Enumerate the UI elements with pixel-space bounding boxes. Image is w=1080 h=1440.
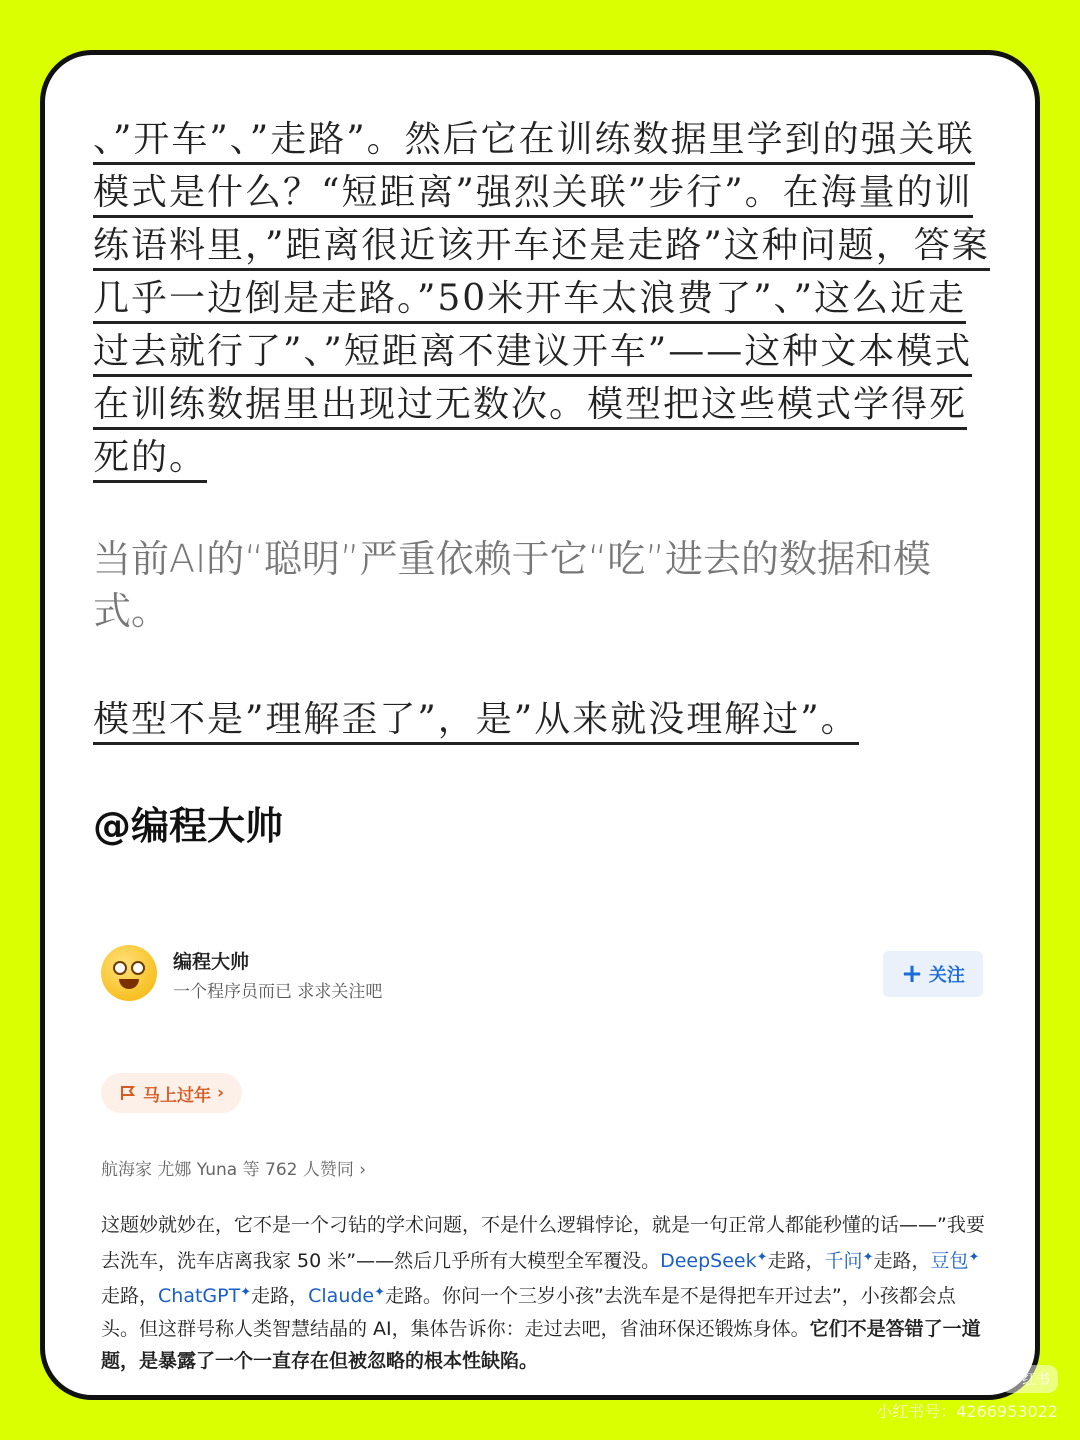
chevron-right-icon: › <box>217 1083 225 1103</box>
watermark-logo: 小红书 <box>1000 1365 1058 1393</box>
answer-text: 这题妙就妙在，它不是一个刁钻的学术问题，不是什么逻辑悖论，就是一句正常人都能秒懂的话——”我要去洗车，洗车店离我家 50 米”——然后几乎所有大模型全军覆没。 <box>101 1214 985 1272</box>
answer-text: 走路， <box>873 1249 931 1272</box>
sparkle-icon: ✦ <box>240 1285 252 1300</box>
sparkle-icon: ✦ <box>756 1249 768 1265</box>
sparkle-icon: ✦ <box>374 1285 386 1300</box>
follow-button[interactable] <box>883 951 983 997</box>
model-link-doubao[interactable]: 豆包 <box>930 1249 969 1272</box>
answer-text: 走路。你问一个三岁小孩”去洗车是不是得把车开过去”，小孩都会点头。但这群号称人类智慧结晶的 AI，集体告诉你：走过去吧，省油环保还锻炼身体。 <box>101 1285 956 1340</box>
paragraph-3 <box>93 693 993 746</box>
model-link-chatgpt[interactable]: ChatGPT <box>158 1285 241 1307</box>
sparkle-icon: ✦ <box>862 1249 874 1265</box>
avatar-eye-right <box>131 961 145 975</box>
badge-label: 马上过年 <box>143 1085 211 1106</box>
avatar-eye-left <box>113 961 127 975</box>
flag-icon <box>119 1084 137 1102</box>
author-handle: @编程大帅 <box>93 804 284 848</box>
plus-icon: + <box>901 959 923 989</box>
status-badge[interactable] <box>101 1073 242 1113</box>
content-card <box>40 50 1040 1400</box>
answer-text: 走路， <box>101 1285 159 1307</box>
chevron-right-icon: › <box>359 1160 367 1180</box>
avatar-mouth <box>119 979 139 989</box>
author-name[interactable]: 编程大帅 <box>173 951 250 973</box>
model-link-deepseek[interactable]: DeepSeek <box>660 1249 757 1272</box>
votes-link[interactable] <box>101 1155 366 1180</box>
follow-label: 关注 <box>928 965 965 986</box>
paragraph-1-text: 、”开车”、”走路”。然后它在训练数据里学到的强关联模式是什么？“短距离”强烈关联”步行”。在海量的训练语料里，”距离很近该开车还是走路”这种问题，答案几乎一边倒是走路。”50米开车太浪费了”、”这么近走过去就行了”、”短距离不建议开车”——这种文本模式在训练数据里出现过无数次。模型把这些模式学得死死的。 <box>93 119 990 483</box>
paragraph-3-text: 模型不是”理解歪了”，是”从来就没理解过”。 <box>93 699 859 745</box>
watermark <box>876 1365 1058 1422</box>
sparkle-icon: ✦ <box>968 1249 980 1265</box>
author-bio: 一个程序员而已 求求关注吧 <box>173 982 383 1002</box>
answer-text: 走路， <box>767 1249 825 1272</box>
answer-body <box>101 1209 985 1378</box>
answer-text: 走路， <box>251 1285 309 1307</box>
model-link-claude[interactable]: Claude <box>308 1285 375 1307</box>
avatar[interactable] <box>101 945 157 1001</box>
paragraph-1 <box>93 113 993 484</box>
answer-bold-text: 它们不是答错了一道题，是暴露了一个一直存在但被忽略的根本性缺陷。 <box>101 1317 981 1372</box>
paragraph-2: 当前AI的“聪明”严重依赖于它“吃”进去的数据和模式。 <box>93 537 931 633</box>
votes-text: 航海家 尤娜 Yuna 等 762 人赞同 <box>101 1160 354 1180</box>
watermark-id: 小红书号：4266953022 <box>876 1402 1058 1421</box>
model-link-qianwen[interactable]: 千问 <box>824 1249 863 1272</box>
